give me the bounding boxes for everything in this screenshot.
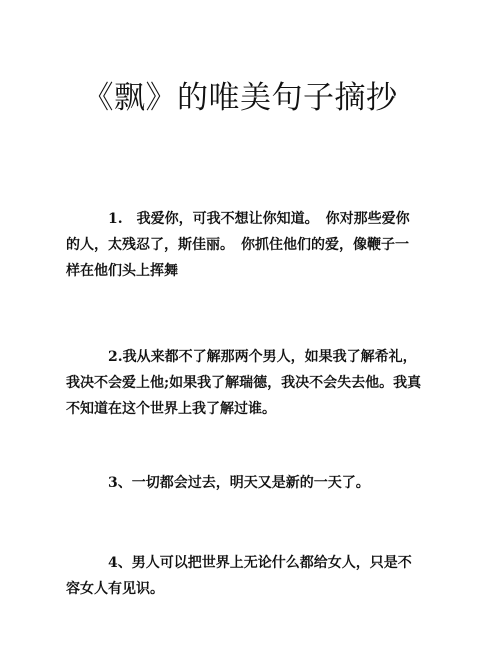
quote-paragraph-2: 2.我从来都不了解那两个男人，如果我了解希礼，我决不会爱上他;如果我了解瑞德，我决不会失去他。我真不知道在这个世界上我了解过谁。: [66, 349, 422, 417]
quote-paragraph-3: 3、一切都会过去，明天又是新的一天了。: [108, 475, 370, 491]
quote-paragraph-4: 4、男人可以把世界上无论什么都给女人，只是不容女人有见识。: [66, 555, 412, 597]
page-title: 《飘》的唯美句子摘抄: [82, 80, 398, 116]
quote-paragraph-1: 1. 我爱你，可我不想让你知道。 你对那些爱你的人，太残忍了，斯佳丽。 你抓住他们的爱，像鞭子一样在他们头上挥舞: [66, 211, 410, 279]
